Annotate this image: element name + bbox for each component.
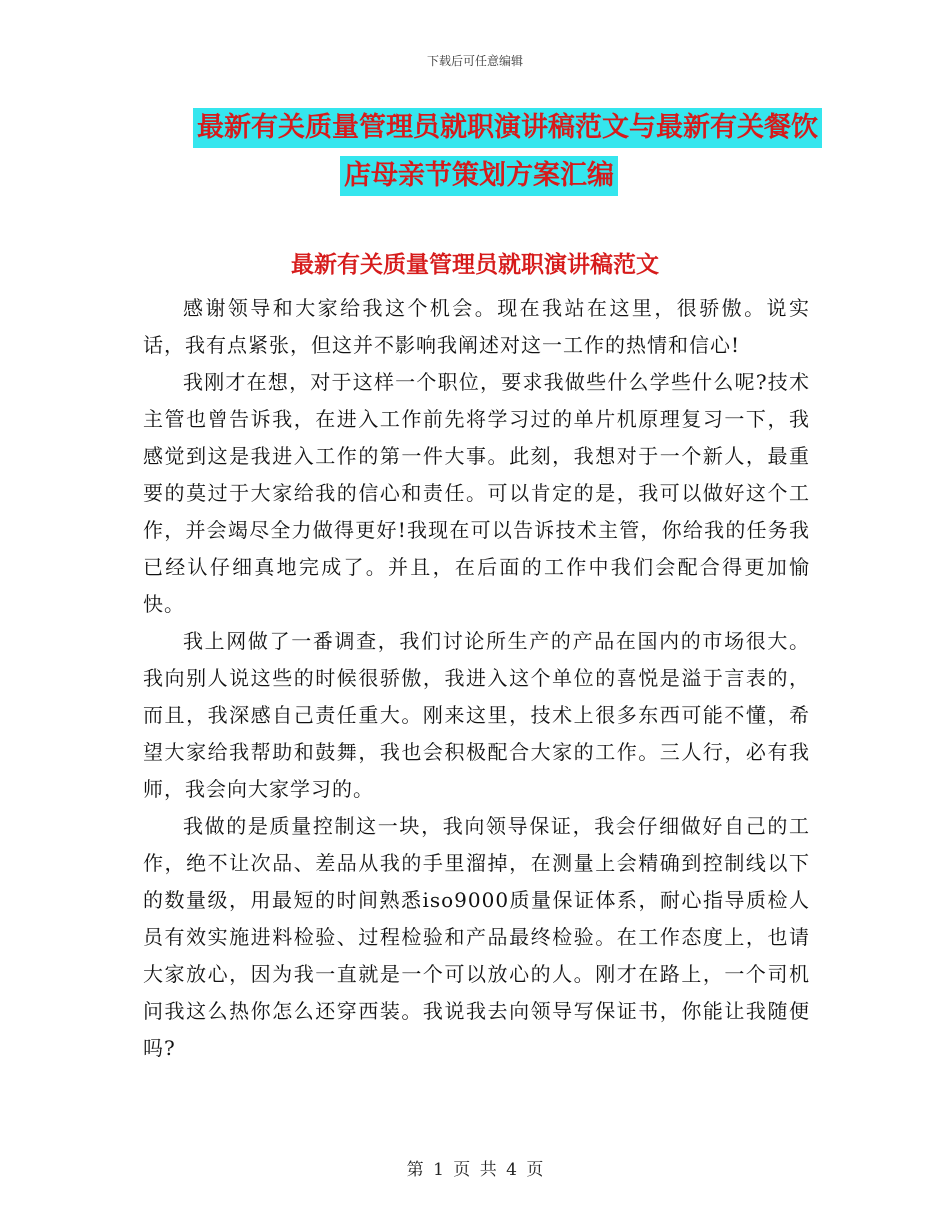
body-text — [143, 290, 810, 1067]
document-title-line-1: 最新有关质量管理员就职演讲稿范文与最新有关餐饮 — [193, 108, 822, 148]
paragraph: 感谢领导和大家给我这个机会。现在我站在这里，很骄傲。说实话，我有点紧张，但这并不影响我阐述对这一工作的热情和信心! — [143, 296, 810, 357]
paragraph: 我做的是质量控制这一块，我向领导保证，我会仔细做好自己的工作，绝不让次品、差品从我的手里溜掉，在测量上会精确到控制线以下的数量级，用最短的时间熟悉iso9000质量保证体系，耐心指导质检人员有效实施进料检验、过程检验和产品最终检验。在工作态度上，也请大家放心，因为我一直就是一个可以放心的人。刚才在路上，一个司机问我这么热你怎么还穿西装。我说我去向领导写保证书，你能让我随便吗? — [143, 814, 810, 1060]
document-title-line-2: 店母亲节策划方案汇编 — [340, 156, 618, 196]
paragraph: 我上网做了一番调查，我们讨论所生产的产品在国内的市场很大。我向别人说这些的时候很骄傲，我进入这个单位的喜悦是溢于言表的，而且，我深感自己责任重大。刚来这里，技术上很多东西可能不懂，希望大家给我帮助和鼓舞，我也会积极配合大家的工作。三人行，必有我师，我会向大家学习的。 — [143, 629, 810, 801]
section-title: 最新有关质量管理员就职演讲稿范文 — [291, 252, 659, 278]
paragraph: 我刚才在想，对于这样一个职位，要求我做些什么学些什么呢?技术主管也曾告诉我，在进入工作前先将学习过的单片机原理复习一下，我感觉到这是我进入工作的第一件大事。此刻，我想对于一个新人，最重要的莫过于大家给我的信心和责任。可以肯定的是，我可以做好这个工作，并会竭尽全力做得更好!我现在可以告诉技术主管，你给我的任务我已经认仔细真地完成了。并且，在后面的工作中我们会配合得更加愉快。 — [143, 370, 810, 616]
page-header-note: 下载后可任意编辑 — [426, 54, 523, 68]
page-number: 第 1 页 共 4 页 — [406, 1160, 544, 1180]
